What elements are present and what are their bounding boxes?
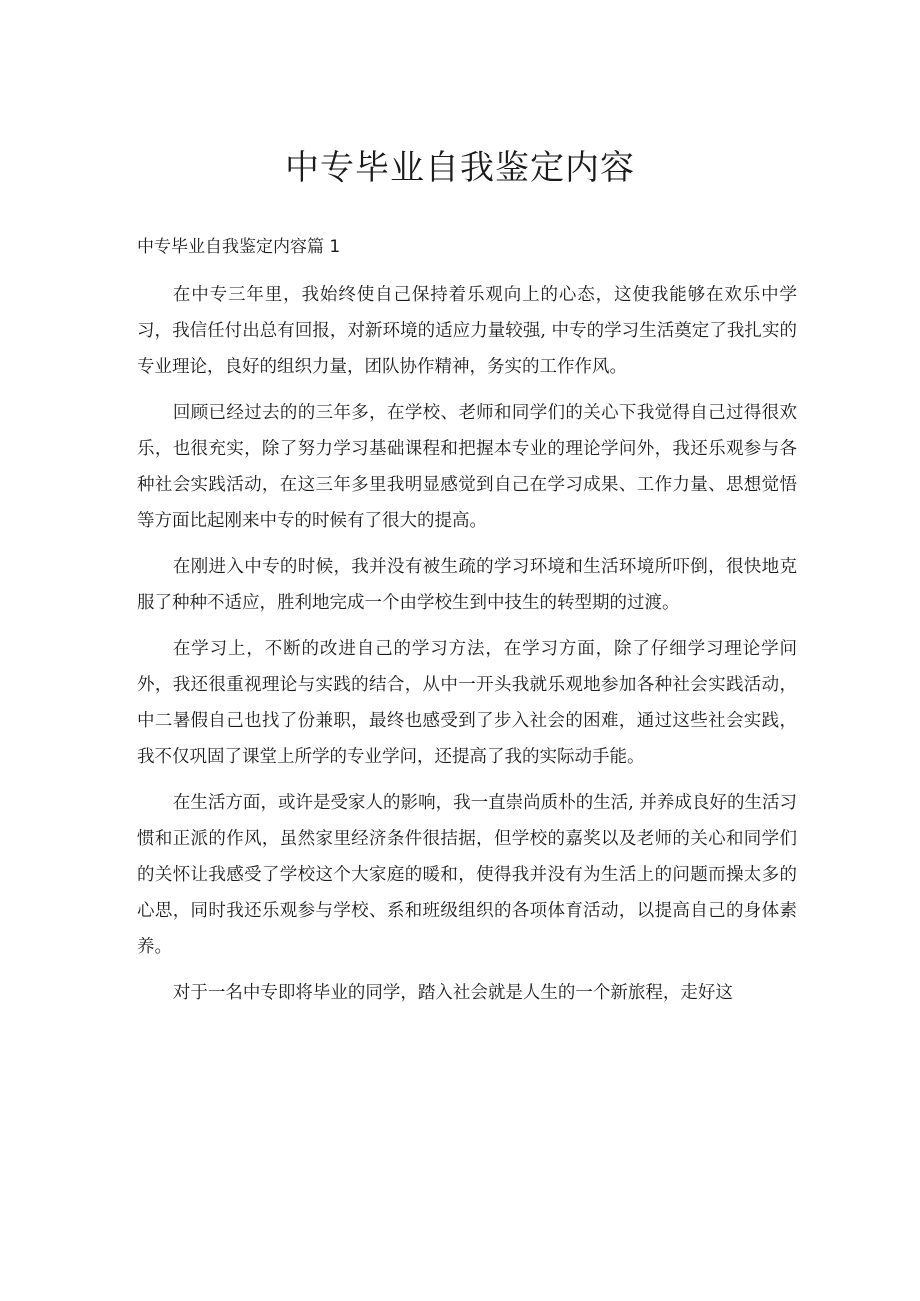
paragraph-2: 回顾已经过去的的三年多，在学校、老师和同学们的关心下我觉得自己过得很欢乐，也很充实，除了努力学习基础课程和把握本专业的理论学问外，我还乐观参与各种社会实践活动，在这三年多里我明显感觉到自己在学习成果、工作力量、思想觉悟等方面比起刚来中专的时候有了很大的提高。 xyxy=(137,403,797,531)
document-body xyxy=(137,277,797,1021)
paragraph-3: 在刚进入中专的时候，我并没有被生疏的学习环境和生活环境所吓倒，很快地克服了种种不适应，胜利地完成一个由学校生到中技生的转型期的过渡。 xyxy=(137,557,797,613)
paragraph-1: 在中专三年里，我始终使自己保持着乐观向上的心态，这使我能够在欢乐中学习，我信任付出总有回报，对新环境的适应力量较强, 中专的学习生活奠定了我扎实的专业理论，良好的组织力量，团队协作精神，务实的工作作风。 xyxy=(137,285,797,377)
document-title: 中专毕业自我鉴定内容 xyxy=(285,148,635,188)
paragraph-4: 在学习上，不断的改进自己的学习方法，在学习方面，除了仔细学习理论学问外，我还很重视理论与实践的结合，从中一开头我就乐观地参加各种社会实践活动，中二暑假自己也找了份兼职，最终也感受到了步入社会的困难，通过这些社会实践，我不仅巩固了课堂上所学的专业学问，还提高了我的实际动手能。 xyxy=(137,639,797,767)
section-heading: 中专毕业自我鉴定内容篇 1 xyxy=(137,237,341,257)
paragraph-5: 在生活方面，或许是受家人的影响，我一直崇尚质朴的生活, 并养成良好的生活习惯和正派的作风，虽然家里经济条件很拮据，但学校的嘉奖以及老师的关心和同学们的关怀让我感受了学校这个大家庭的暖和，使得我并没有为生活上的问题而操太多的心思，同时我还乐观参与学校、系和班级组织的各项体育活动，以提高自己的身体素养。 xyxy=(137,793,797,957)
paragraph-6: 对于一名中专即将毕业的同学，踏入社会就是人生的一个新旅程，走好这 xyxy=(172,983,733,1003)
